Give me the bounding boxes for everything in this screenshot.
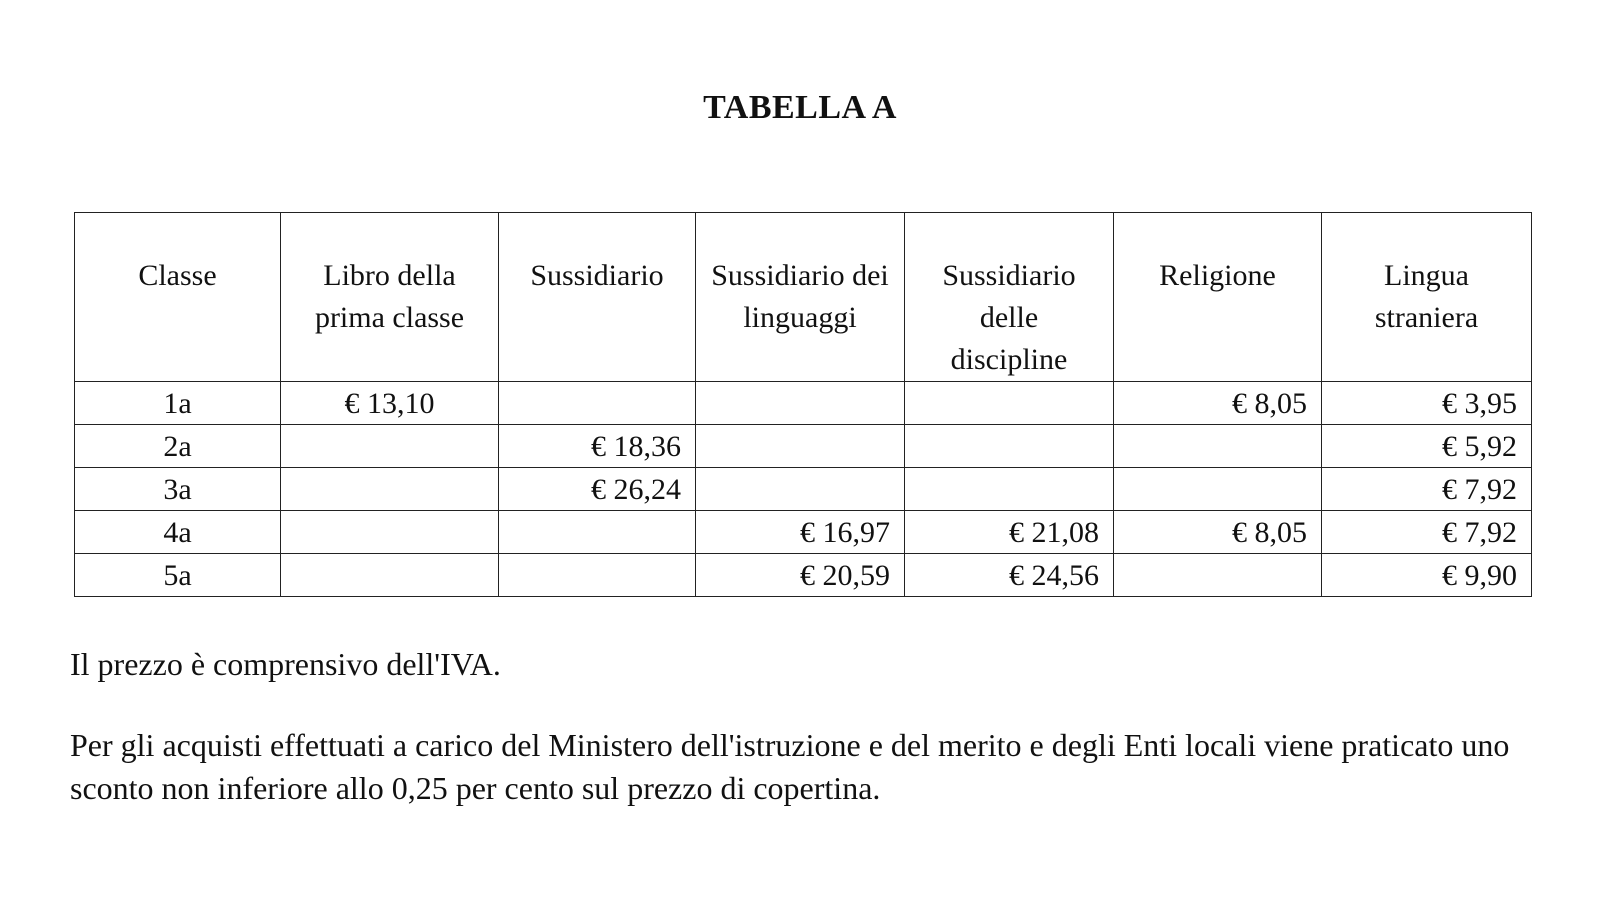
cell-lingua-straniera: € 7,92 [1322, 511, 1532, 554]
note-sconto: Per gli acquisti effettuati a carico del Ministero dell'istruzione e del merito e degli Enti locali viene praticato uno sconto non inferiore allo 0,25 per cento sul prezzo di copertina. [70, 727, 1510, 806]
note-iva: Il prezzo è comprensivo dell'IVA. [70, 646, 501, 682]
table-header-row [75, 213, 1532, 382]
cell-sussidiario-discipline [905, 425, 1114, 468]
cell-sussidiario-linguaggi [696, 468, 905, 511]
header-libro-prima-classe: Libro della prima classe [281, 213, 499, 382]
cell-sussidiario [499, 382, 696, 425]
cell-sussidiario: € 18,36 [499, 425, 696, 468]
cell-religione [1114, 468, 1322, 511]
cell-classe: 5a [75, 554, 281, 597]
cell-classe: 4a [75, 511, 281, 554]
cell-lingua-straniera: € 3,95 [1322, 382, 1532, 425]
cell-sussidiario-linguaggi: € 20,59 [696, 554, 905, 597]
header-sussidiario-discipline: Sussidiario delle discipline [905, 213, 1114, 382]
table-row [75, 511, 1532, 554]
table-row [75, 468, 1532, 511]
cell-religione: € 8,05 [1114, 511, 1322, 554]
cell-sussidiario [499, 511, 696, 554]
cell-sussidiario [499, 554, 696, 597]
header-lingua-straniera: Lingua straniera [1322, 213, 1532, 382]
cell-classe: 3a [75, 468, 281, 511]
cell-sussidiario-linguaggi: € 16,97 [696, 511, 905, 554]
price-table [74, 212, 1532, 597]
cell-sussidiario-discipline [905, 382, 1114, 425]
cell-sussidiario-discipline [905, 468, 1114, 511]
table-row [75, 425, 1532, 468]
cell-religione [1114, 554, 1322, 597]
cell-lingua-straniera: € 9,90 [1322, 554, 1532, 597]
cell-lingua-straniera: € 5,92 [1322, 425, 1532, 468]
cell-libro-prima-classe: € 13,10 [281, 382, 499, 425]
cell-sussidiario: € 26,24 [499, 468, 696, 511]
cell-sussidiario-linguaggi [696, 382, 905, 425]
table-row [75, 382, 1532, 425]
cell-sussidiario-discipline: € 24,56 [905, 554, 1114, 597]
cell-lingua-straniera: € 7,92 [1322, 468, 1532, 511]
cell-libro-prima-classe [281, 468, 499, 511]
cell-religione: € 8,05 [1114, 382, 1322, 425]
header-religione: Religione [1114, 213, 1322, 382]
cell-libro-prima-classe [281, 554, 499, 597]
cell-libro-prima-classe [281, 511, 499, 554]
cell-classe: 2a [75, 425, 281, 468]
cell-religione [1114, 425, 1322, 468]
header-sussidiario: Sussidiario [499, 213, 696, 382]
header-classe: Classe [75, 213, 281, 382]
page-title: TABELLA A [703, 89, 897, 126]
cell-libro-prima-classe [281, 425, 499, 468]
header-sussidiario-linguaggi: Sussidiario dei linguaggi [696, 213, 905, 382]
cell-classe: 1a [75, 382, 281, 425]
cell-sussidiario-linguaggi [696, 425, 905, 468]
cell-sussidiario-discipline: € 21,08 [905, 511, 1114, 554]
table-row [75, 554, 1532, 597]
